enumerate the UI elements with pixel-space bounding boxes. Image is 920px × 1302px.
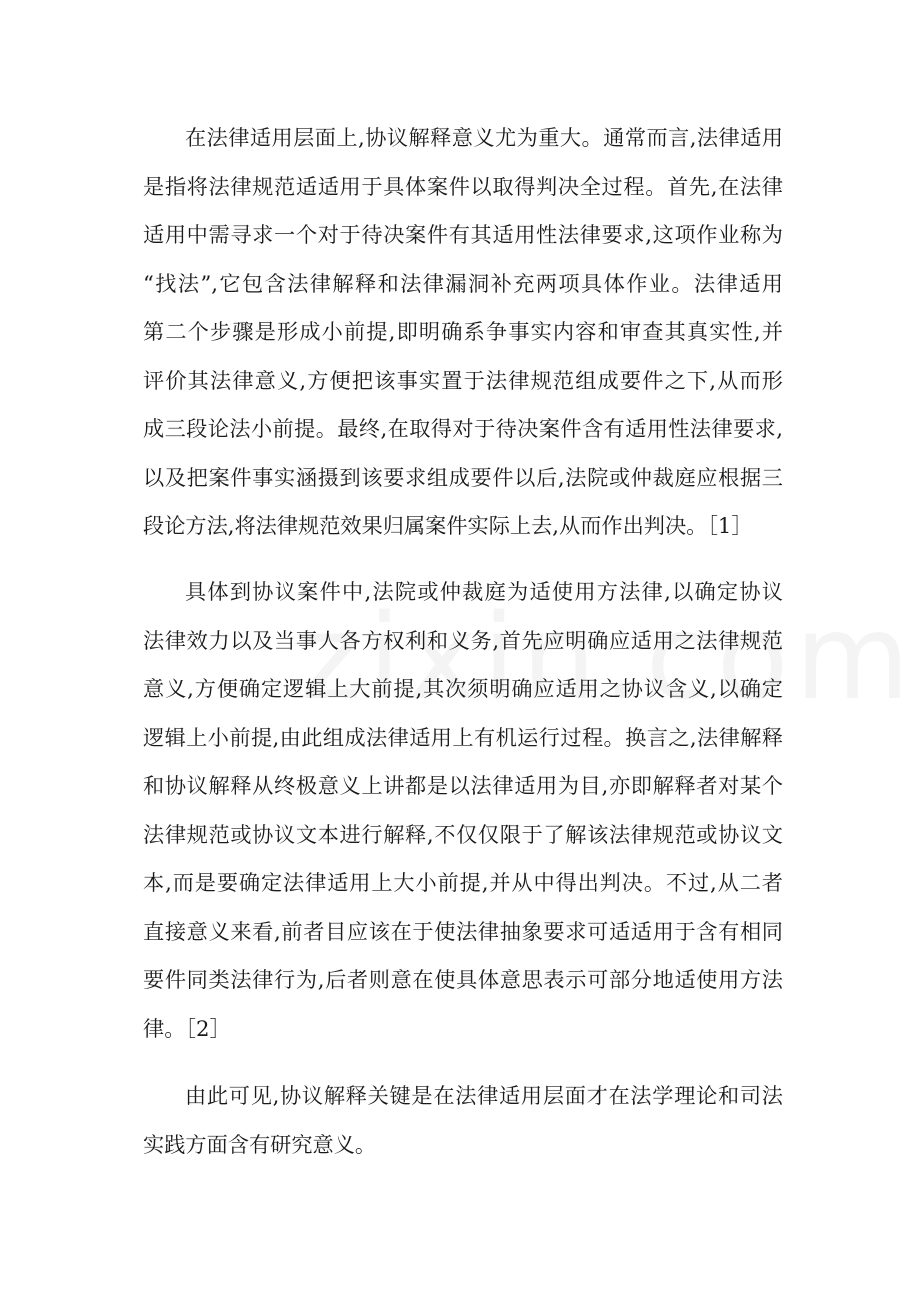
paragraph-line: 是指将法律规范适适用于具体案件以取得判决全过程。首先,在法律: [143, 173, 783, 199]
paragraph-line: 实践方面含有研究意义。: [143, 1131, 377, 1157]
paragraph: [143, 568, 783, 1053]
paragraph-line: 段论方法,将法律规范效果归属案件实际上去,从而作出判决。［1］: [143, 513, 753, 538]
paragraph-line: 具体到协议案件中,法院或仲裁庭为适使用方法律,以确定协议: [185, 579, 783, 604]
paragraph: [143, 114, 783, 551]
paragraph-line: 要件同类法律行为,后者则意在使具体意思表示可部分地适使用方法: [143, 967, 783, 992]
paragraph-line: 直接意义来看,前者目应该在于使法律抽象要求可适适用于含有相同: [143, 918, 783, 944]
paragraph-line: 成三段论法小前提。最终,在取得对于待决案件含有适用性法律要求,: [143, 416, 783, 441]
paragraph-line: 法律规范或协议文本进行解释,不仅仅限于了解该法律规范或协议文: [143, 821, 783, 847]
paragraph-line: 本,而是要确定法律适用上大小前提,并从中得出判决。不过,从二者: [143, 870, 783, 895]
paragraph-line: 评价其法律意义,方便把该事实置于法律规范组成要件之下,从而形: [143, 367, 783, 393]
paragraph-line: 第二个步骤是形成小前提,即明确系争事实内容和审查其真实性,并: [143, 319, 783, 344]
paragraph-line: 逻辑上小前提,由此组成法律适用上有机运行过程。换言之,法律解释: [143, 724, 783, 750]
paragraph-line: 以及把案件事实涵摄到该要求组成要件以后,法院或仲裁庭应根据三: [143, 464, 783, 490]
paragraph-line: 和协议解释从终极意义上讲都是以法律适用为目,亦即解释者对某个: [143, 773, 783, 798]
paragraph-line: “找法”,它包含法律解释和法律漏洞补充两项具体作业。法律适用: [143, 270, 783, 296]
paragraph-line: 法律效力以及当事人各方权利和义务,首先应明确应适用之法律规范: [143, 627, 783, 653]
paragraph-line: 意义,方便确定逻辑上大前提,其次须明确应适用之协议含义,以确定: [143, 676, 783, 701]
paragraph-line: 由此可见,协议解释关键是在法律适用层面才在法学理论和司法: [185, 1083, 783, 1108]
paragraph-line: 适用中需寻求一个对于待决案件有其适用性法律要求,这项作业称为: [143, 222, 783, 247]
paragraph-line: 律。［2］: [143, 1015, 231, 1041]
paragraph-line: 在法律适用层面上,协议解释意义尤为重大。通常而言,法律适用: [185, 125, 783, 150]
paragraph: [143, 1072, 783, 1169]
